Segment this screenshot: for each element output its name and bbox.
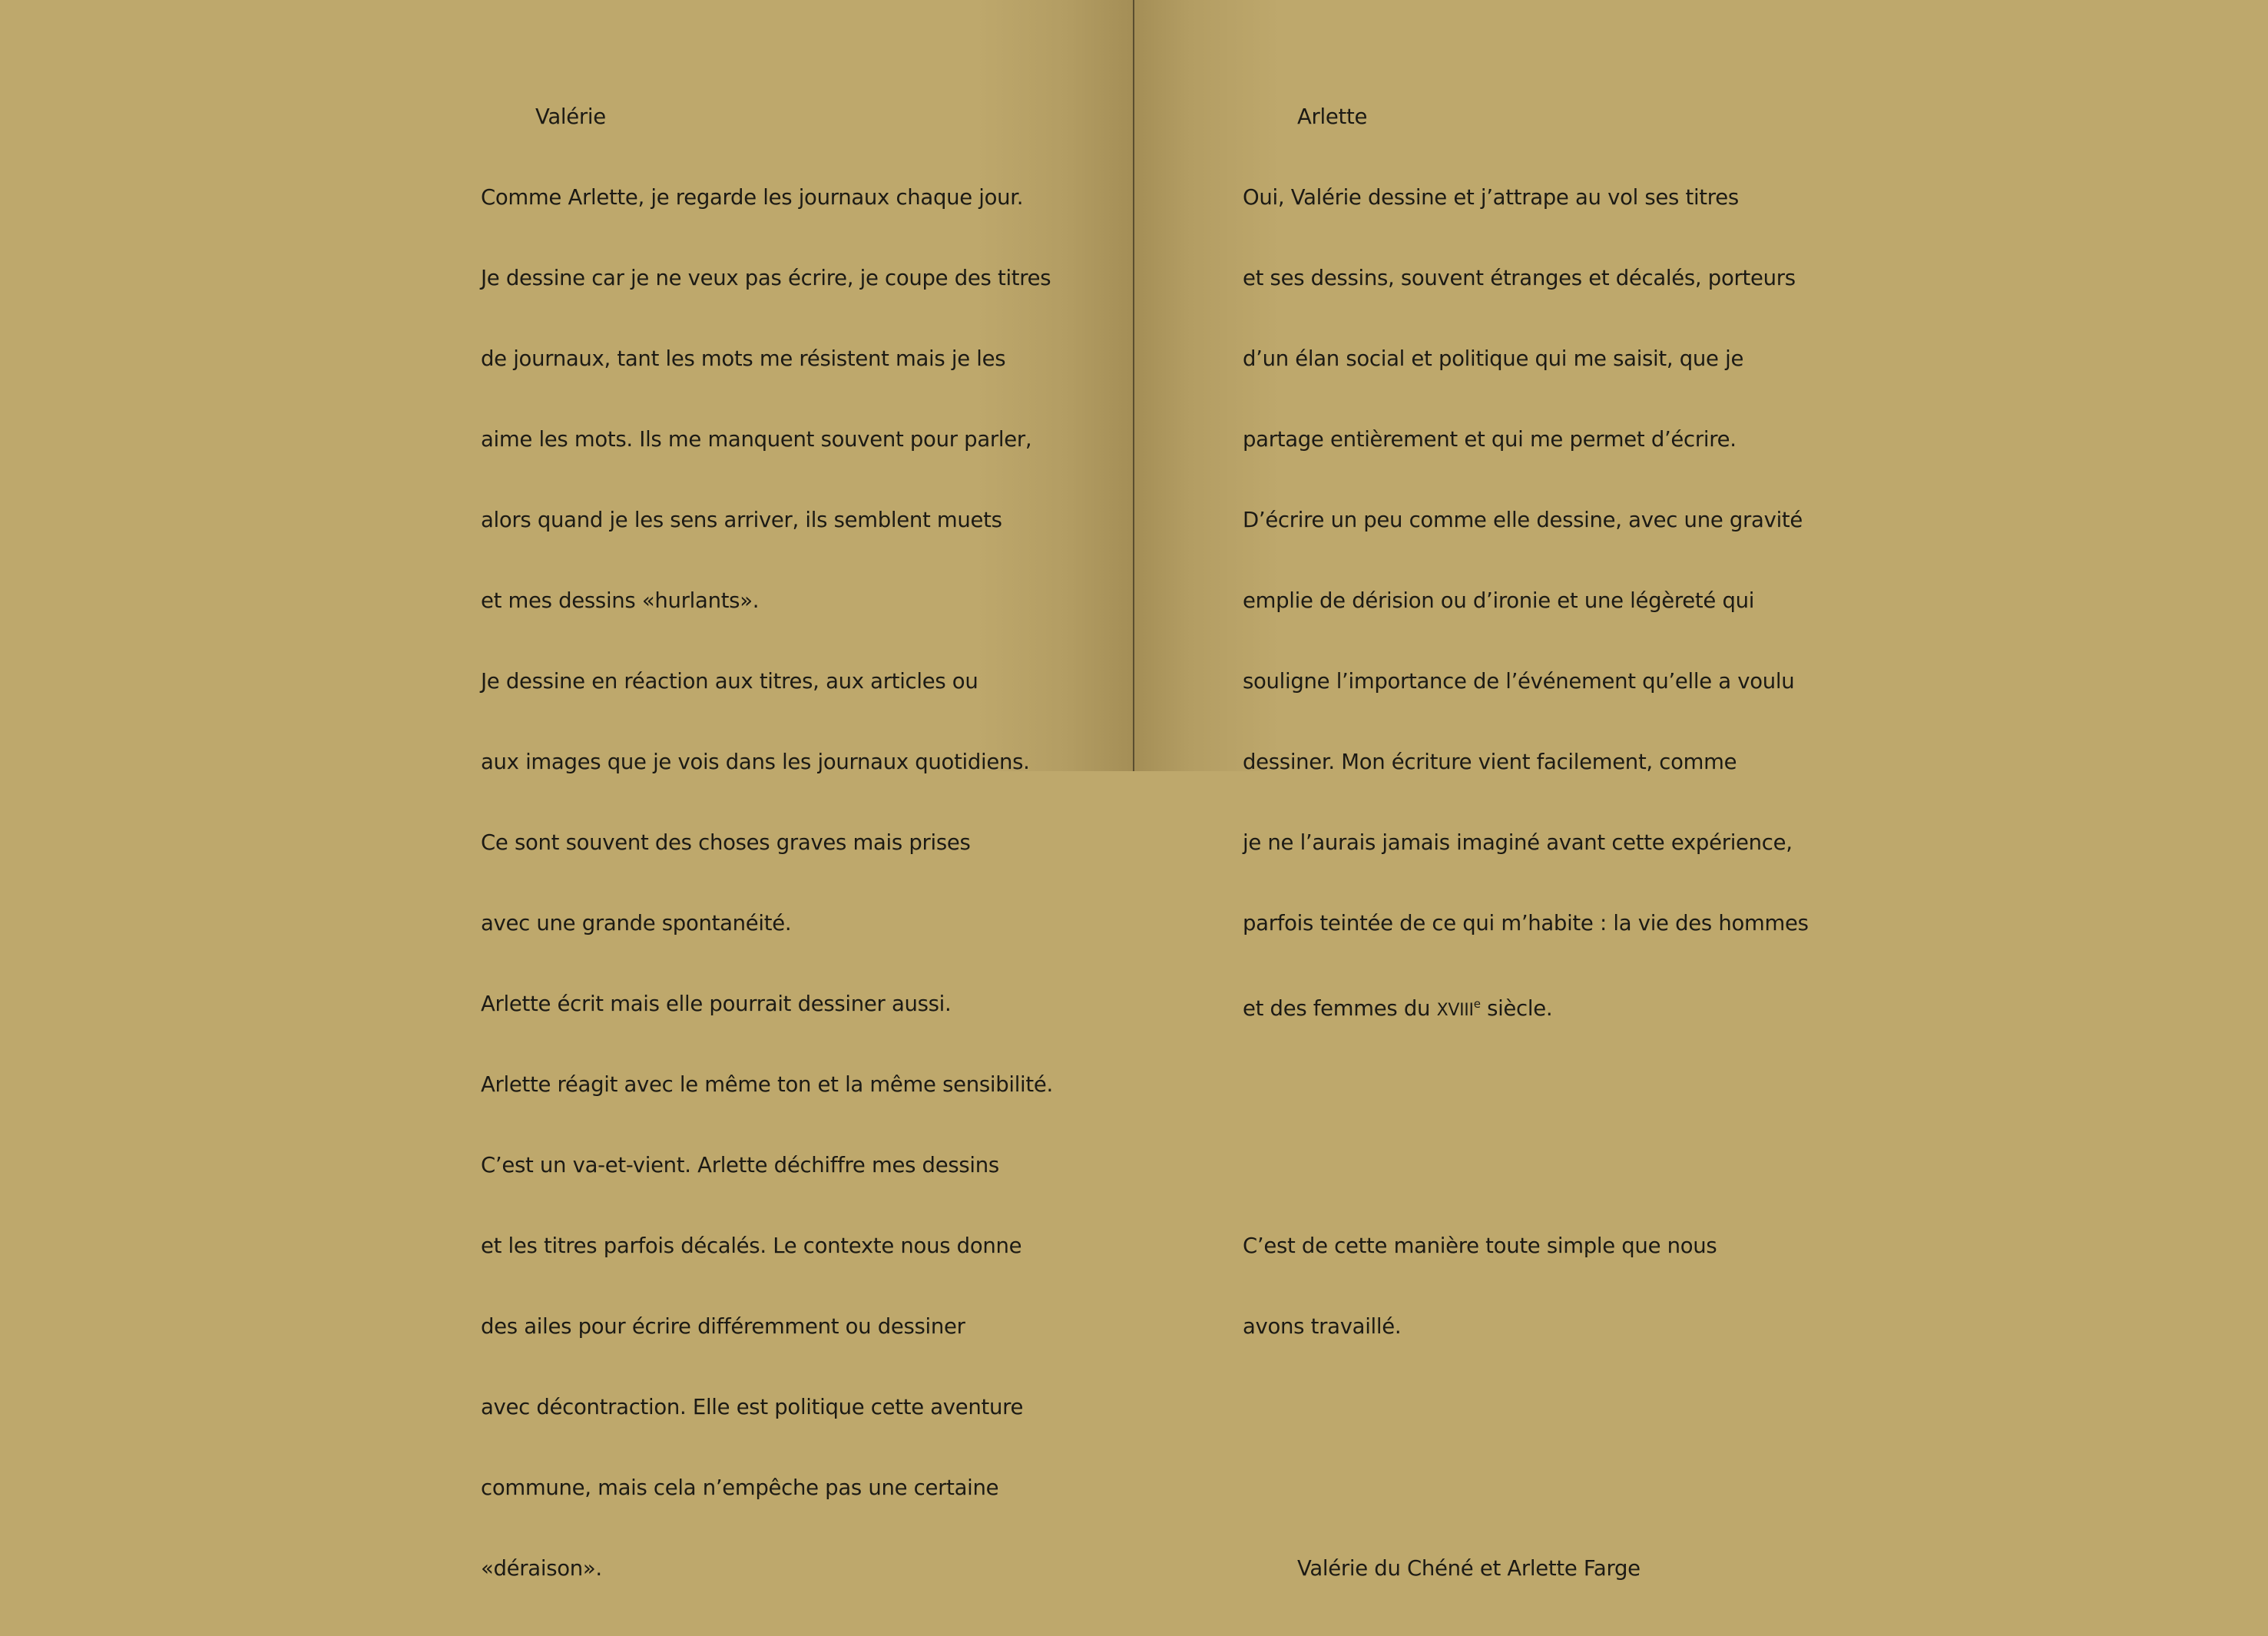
right-text-block [1243, 50, 1809, 1636]
left-text-line: aime les mots. Ils me manquent souvent pour parler, [481, 427, 1032, 452]
left-text-line: Je dessine en réaction aux titres, aux articles ou [481, 669, 978, 694]
paragraph-gap [1243, 1071, 1809, 1098]
left-text-line: C’est un va-et-vient. Arlette déchiffre mes dessins [481, 1153, 999, 1177]
left-page [0, 0, 1134, 1581]
left-text-line: des ailes pour écrire différemment ou dessiner [481, 1314, 965, 1339]
right-page [1134, 0, 2268, 1581]
left-text-line: et mes dessins «hurlants». [481, 588, 760, 613]
right-text-line: je ne l’aurais jamais imaginé avant cette expérience, [1243, 830, 1793, 855]
left-text-line: de journaux, tant les mots me résistent mais je les [481, 346, 1006, 371]
right-text-line: souligne l’importance de l’événement qu’elle a voulu [1243, 669, 1795, 694]
right-text-line: d’un élan social et politique qui me saisit, que je [1243, 346, 1744, 371]
left-text-block [481, 50, 1053, 1636]
closing-line: avons travaillé. [1243, 1314, 1402, 1339]
right-text-line: dessiner. Mon écriture vient facilement, comme [1243, 750, 1737, 774]
closing-line: C’est de cette manière toute simple que nous [1243, 1234, 1717, 1258]
left-text-line: Je dessine car je ne veux pas écrire, je coupe des titres [481, 266, 1051, 290]
left-author-heading: Valérie [535, 104, 606, 129]
left-text-line: Ce sont souvent des choses graves mais prises [481, 830, 971, 855]
last-line-prefix: et des femmes du [1243, 996, 1437, 1021]
paragraph-gap [1243, 1475, 1809, 1502]
right-text-line: Oui, Valérie dessine et j’attrape au vol ses titres [1243, 185, 1739, 210]
left-text-line: et les titres parfois décalés. Le contexte nous donne [481, 1234, 1022, 1258]
left-text-line: Comme Arlette, je regarde les journaux chaque jour. [481, 185, 1024, 210]
left-text-line: Arlette écrit mais elle pourrait dessiner aussi. [481, 992, 952, 1016]
left-text-line: avec décontraction. Elle est politique cette aventure [481, 1395, 1024, 1419]
book-gutter-line [1133, 0, 1134, 771]
left-text-line: aux images que je vois dans les journaux quotidiens. [481, 750, 1030, 774]
right-text-line: emplie de dérision ou d’ironie et une légèreté qui [1243, 588, 1755, 613]
left-text-line: alors quand je les sens arriver, ils semblent muets [481, 508, 1002, 532]
right-author-heading: Arlette [1297, 104, 1368, 129]
signature: Valérie du Chéné et Arlette Farge [1297, 1556, 1641, 1581]
century-superscript: e [1473, 997, 1481, 1011]
right-last-line [1243, 991, 1809, 1021]
left-text-line: avec une grande spontanéité. [481, 911, 792, 936]
right-text-line: et ses dessins, souvent étranges et décalés, porteurs [1243, 266, 1796, 290]
paragraph-gap [1243, 1152, 1809, 1179]
right-text-line: D’écrire un peu comme elle dessine, avec une gravité [1243, 508, 1803, 532]
last-line-suffix: siècle. [1480, 996, 1553, 1021]
left-text-line: «déraison». [481, 1556, 602, 1581]
paragraph-gap [1243, 1394, 1809, 1421]
left-text-line: Arlette réagit avec le même ton et la même sensibilité. [481, 1072, 1053, 1097]
right-text-line: partage entièrement et qui me permet d’écrire. [1243, 427, 1737, 452]
right-text-line: parfois teintée de ce qui m’habite : la vie des hommes [1243, 911, 1809, 936]
left-text-line: commune, mais cela n’empêche pas une certaine [481, 1475, 999, 1500]
century-numeral: XVIII [1436, 1001, 1474, 1020]
